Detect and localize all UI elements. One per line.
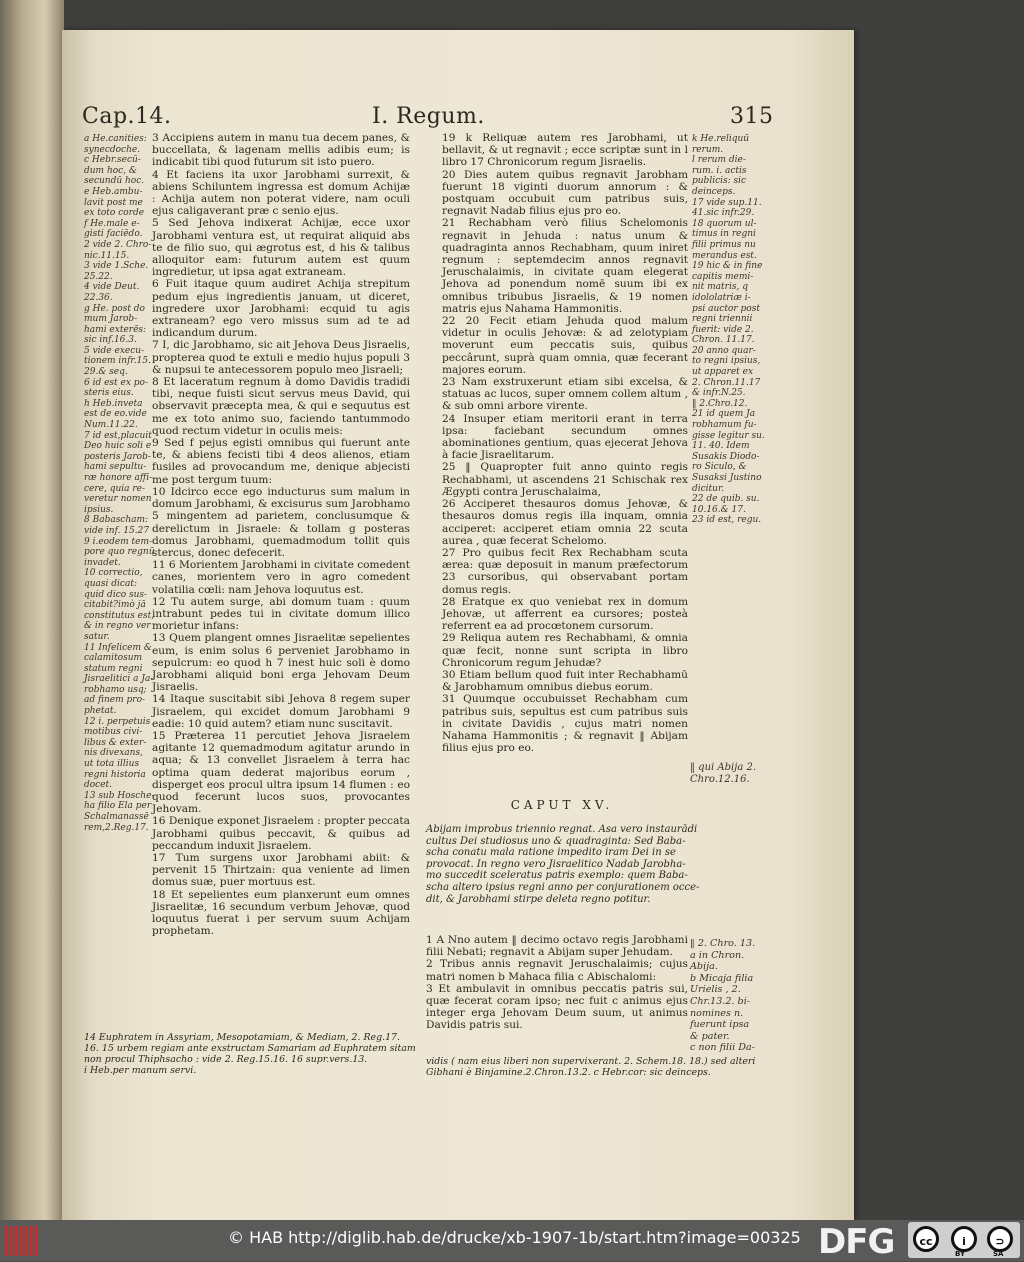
margin-note-line: e Heb.ambu-: [84, 186, 143, 197]
chapter-heading: CAPUT XV.: [510, 798, 614, 812]
sa-label: SA: [993, 1250, 1004, 1258]
margin-note-line: Urielis , 2.: [690, 984, 741, 996]
header-book-title: I. Regum.: [372, 104, 485, 129]
margin-note-line: idololatriæ i-: [692, 292, 751, 303]
verse: 1 A Nno autem ‖ decimo octavo regis Jarobhami filii Nebati; regnavit a Abijam super Jehudam.: [426, 934, 688, 959]
margin-note-line: 5 vide execu-: [84, 345, 145, 356]
chronicles-reference: ‖ qui Abija 2. Chro.12.16.: [690, 762, 757, 785]
verse: 31 Quumque occubuisset Rechabham cum patribus suis, sepultus est cum patribus suis in civitate Davidis , cujus matri nomen Nahama Hammonitis ; & regnavit ‖ Abijam filius ejus pro eo.: [442, 693, 688, 755]
margin-note-line: & infr.N.25.: [692, 388, 746, 399]
margin-note-line: to regni ipsius,: [692, 356, 761, 367]
margin-note-line: veretur nomen: [84, 494, 152, 505]
margin-note-line: est de eo.vide: [84, 409, 147, 420]
margin-note-line: constitutus est,: [84, 610, 155, 621]
margin-note-line: lavit post me: [84, 197, 143, 208]
note-line: i Heb.per manum servi.: [84, 1065, 197, 1076]
margin-note-line: 4 vide Deut.: [84, 282, 140, 293]
text-column-left: [152, 132, 410, 937]
margin-note-line: 29.& seq.: [84, 367, 128, 378]
margin-note-line: & in regno ver: [84, 621, 151, 632]
margin-note-line: nic.11.15.: [84, 250, 130, 261]
note-line: Gibhani è Binjamine.2.Chron.13.2. c Hebr.cor: sic deinceps.: [426, 1067, 711, 1078]
note-line: non procul Thiphsacho : vide 2. Reg.15.16. 16 supr.vers.13.: [84, 1054, 368, 1065]
verse: 21 Rechabham verò filius Schelomonis regnavit in Jehuda : natus unum & quadraginta annos Rechabham, quum iniret regnum : septemdecim annos regnavit Jeruschalaimis, in civitate quam elegerat Jehova ad ponendum nomē suum ibi ex omnibus tribubus Jisraelis, & 19 nomen matris ejus Nahama Hammonitis.: [442, 217, 688, 315]
summary-line: dit, & Jarobhami stirpe deleta regno potitur.: [426, 893, 651, 905]
margin-note-line: 22 de quib. su.: [692, 494, 760, 505]
margin-note-line: vide inf. 15.27: [84, 525, 150, 536]
margin-note-line: 9 i.eodem tem-: [84, 536, 153, 547]
by-label: BY: [955, 1250, 966, 1258]
margin-note-line: mum Jarob-: [84, 314, 138, 325]
margin-note-line: fuerunt ipsa: [690, 1019, 750, 1031]
verse: 13 Quem plangent omnes Jisraelitæ sepelientes eum, is enim solus 6 perveniet Jarobhamo in sepulcrum: eo quod h 7 inest huic soli è domo Jarobhami aliquid boni erga Jehovam Deum Jisraelis.: [152, 632, 410, 694]
margin-note-line: satur.: [84, 631, 110, 642]
margin-note-line: motibus civi-: [84, 727, 143, 738]
facing-page-edge: [0, 0, 64, 1220]
verse: 26 Acciperet thesauros domus Jehovæ, & thesauros domus regis illa inquam, omnia acciperet: acciperet etiam omnia 22 scuta aurea , quæ fecerat Schelomo.: [442, 498, 688, 547]
summary-line: scha altero ipsius regni anno per conjurationem occe-: [426, 881, 700, 893]
margin-note-line: l rerum die-: [692, 155, 746, 166]
margin-note-line: regni triennii: [692, 314, 753, 325]
margin-note-line: timus in regni: [692, 229, 756, 240]
copyright-link[interactable]: © HAB http://diglib.hab.de/drucke/xb-1907-1b/start.htm?image=00325: [228, 1228, 801, 1247]
chapter-summary: [426, 824, 700, 905]
margin-note-line: 21 id quem Ja: [692, 409, 756, 420]
cc-license-badge[interactable]: [908, 1222, 1020, 1258]
margin-note-line: 8 Babascham:: [84, 515, 149, 526]
margin-note-line: statum regni: [84, 663, 143, 674]
summary-line: mo succedit sceleratus patris exemplo: quem Baba-: [426, 870, 688, 882]
summary-line: provocat. In regno vero Jisraelitico Nadab Jarobha-: [426, 858, 686, 870]
margin-note-line: hami exterēs:: [84, 324, 147, 335]
verse: 27 Pro quibus fecit Rex Rechabham scuta ærea: quæ deposuit in manum præfectorum 23 cursoribus, qui observabant portam domus regis.: [442, 546, 688, 596]
margin-note-line: ro Siculo, &: [692, 462, 747, 473]
note-line: 14 Euphratem in Assyriam, Mesopotamiam, & Mediam, 2. Reg.17.: [84, 1032, 400, 1043]
verse: 10 Idcirco ecce ego inducturus sum malum in domum Jarobhami, & excisurus sum Jarobhamo 5 mingentem ad parietem, conclusumque & derelictum in Jisraele: & tollam g posteras domus Jarobhami, quemadmodum tollit quis stercus, donec defecerit.: [152, 485, 410, 559]
margin-note-line: citabit?imò jā: [84, 600, 146, 611]
bottom-notes: [84, 1032, 414, 1076]
verse: 11 6 Morientem Jarobhami in civitate comedent canes, morientem vero in agro comedent volatilia cœli: nam Jehova loquutus est.: [152, 559, 410, 596]
verse: 6 Fuit itaque quum audiret Achija strepitum pedum ejus ingredientis januam, ut diceret, ingredere uxor Jarobhami: ecquid tu agis extraneam? ego vero missus sum ad te ad indicandum durum.: [152, 278, 410, 340]
margin-note-line: 13 sub Hosche-: [84, 790, 155, 801]
margin-note-line: regni historia: [84, 769, 146, 780]
cc-icon: cc: [913, 1226, 939, 1252]
margin-note-line: dicitur.: [692, 483, 725, 494]
verse: 30 Etiam bellum quod fuit inter Rechabhamū & Jarobhamum omnibus diebus eorum.: [442, 668, 688, 694]
verse: 4 Et faciens ita uxor Jarobhami surrexit, & abiens Schiluntem ingressa est domum Achijæ : Achija autem non poterat videre, nam oculi ejus caligaverant præ c senio ejus.: [152, 168, 410, 218]
margin-note-line: g He. post do: [84, 303, 145, 314]
margin-note-line: Susakis Diodo-: [692, 451, 760, 462]
margin-note-line: ex toto corde: [84, 208, 145, 219]
margin-note-line: 6 id est ex po-: [84, 377, 148, 388]
margin-note-line: synecdoche.: [84, 144, 141, 155]
margin-note-line: ‖ 2.Chro.12.: [692, 398, 748, 409]
book-page: [62, 30, 854, 1220]
chapter-verses: [426, 934, 688, 1032]
margin-note-line: 11 Infelicem &: [84, 642, 152, 653]
margin-note-line: hami sepultu-: [84, 462, 147, 473]
margin-note-line: phetat.: [84, 706, 117, 717]
margin-note-line: psi auctor post: [692, 303, 760, 314]
note-line: vidis ( nam eius liberi non supervixerant. 2. Schem.18. 18.) sed alteri: [426, 1056, 756, 1067]
hab-logo-icon: [5, 1226, 39, 1256]
margin-note-line: steris eius.: [84, 388, 134, 399]
margin-note-line: 2. Chron.11.17: [692, 377, 761, 388]
margin-note-line: Abija.: [690, 961, 718, 973]
left-margin-notes: [84, 134, 155, 833]
margin-note-line: ‖ 2. Chro. 13.: [690, 938, 756, 949]
note-line: 16. 15 urbem regiam ante exstructam Samariam ad Euphratem sitam: [84, 1043, 416, 1054]
margin-note-line: 3 vide 1.Sche.: [84, 261, 149, 272]
margin-note-line: nit matris, q: [692, 282, 748, 293]
verse: 14 Itaque suscitabit sibi Jehova 8 regem super Jisraelem, qui excidet domum Jarobhami 9 eadie: 10 quid autem? etiam nunc suscitavit.: [152, 693, 410, 730]
margin-note-line: publicis: sic: [692, 176, 747, 187]
margin-note-line: 22.36.: [84, 292, 113, 303]
margin-note-line: libus & exter-: [84, 737, 147, 748]
margin-note-line: f He.male e-: [84, 218, 140, 229]
margin-note-line: ut tota illius: [84, 759, 140, 770]
margin-note-line: 18 quorum ul-: [692, 218, 757, 229]
margin-note-line: 41.sic infr.29.: [692, 208, 755, 219]
margin-note-line: 2 vide 2. Chro-: [84, 239, 152, 250]
margin-note-line: nomines n.: [690, 1007, 744, 1019]
margin-note-line: c Hebr.secū-: [84, 155, 141, 166]
margin-note-line: 11. 40. Idem: [692, 441, 750, 452]
margin-note-line: c non filii Da-: [690, 1042, 755, 1054]
margin-note-line: & pater.: [690, 1030, 730, 1042]
summary-line: cultus Dei studiosus uno & quadraginta: Sed Baba-: [426, 835, 686, 847]
margin-note-line: Susaksi Justino: [692, 473, 762, 483]
margin-note-line: rerum.: [692, 144, 724, 155]
margin-note-line: nis divexans,: [84, 748, 143, 759]
margin-note-line: pore quo regnū: [84, 547, 155, 558]
margin-note-line: rem,2.Reg.17.: [84, 822, 149, 833]
dfg-logo: DFG: [818, 1222, 895, 1262]
margin-note-line: k He.reliquū: [692, 134, 750, 144]
verse: 12 Tu autem surge, abi domum tuam : quum intrabunt pedes tui in civitate domum illico morietur infans:: [152, 595, 410, 633]
margin-note-line: 25.22.: [84, 271, 113, 282]
margin-note-line: 10.16.& 17.: [692, 504, 746, 515]
verse: 3 Et ambulavit in omnibus peccatis patris sui, quæ fecerat coram ipso; nec fuit c animus ejus integer erga Jehovam Deum suum, ut animus Davidis patris sui.: [426, 982, 688, 1032]
verse: 16 Denique exponet Jisraelem : propter peccata Jarobhami quibus peccavit, & quibus ad peccandum induxit Jisraelem.: [152, 815, 410, 852]
summary-line: Abijam improbus triennio regnat. Asa vero instaurādi: [426, 824, 698, 835]
margin-note-line: posteris Jarob-: [84, 451, 151, 462]
verse: 9 Sed f pejus egisti omnibus qui fuerunt ante te, & abiens fecisti tibi 4 deos alienos, etiam fusiles ad provocandum me, denique abjecisti me post tergum tuum:: [152, 437, 410, 486]
margin-note-line: rum. i. actis: [692, 165, 747, 176]
verse: 22 20 Fecit etiam Jehuda quod malum videtur in oculis Jehovæ: & ad zelotypiam moverunt eum peccatis suis, quibus peccârunt, suprà quam omnia, quæ fecerant majores eorum.: [442, 315, 688, 376]
by-icon: i: [951, 1226, 977, 1252]
margin-note-line: Num.11.22.: [84, 420, 138, 431]
margin-note-line: robhamum fu-: [692, 420, 757, 431]
margin-note-line: ad finem pro-: [84, 695, 146, 706]
verse: 28 Eratque ex quo veniebat rex in domum Jehovæ, ut afferrent ea cursores; posteà referrent ea ad procœtonem cursorum.: [442, 595, 688, 633]
verse: 5 Sed Jehova indixerat Achijæ, ecce uxor Jarobhami ventura est, ut requirat aliquid abs te de filio suo, qui ægrotus est, d his & talibus alloquitor eam: futurum autem est quum ingredietur, ut ipsa agat extraneam.: [152, 217, 410, 279]
margin-note-line: deinceps.: [692, 186, 736, 197]
verse: 3 Accipiens autem in manu tua decem panes, & buccellata, & lagenam mellis adibis eum; is indicabit tibi quod futurum sit isto puero.: [152, 132, 410, 169]
sa-icon: ⊃: [987, 1226, 1013, 1252]
margin-note-line: a in Chron.: [690, 949, 745, 961]
margin-note-line: robhamo usq;: [84, 684, 147, 695]
margin-note-line: h Heb.inveta: [84, 398, 143, 409]
margin-note-line: docet.: [84, 780, 113, 791]
margin-note-line: a He.canities:: [84, 134, 147, 144]
margin-note-line: Chr.13.2. bi-: [690, 995, 751, 1007]
margin-note-line: dum hoc, &: [84, 165, 137, 176]
verse: 18 Et sepelientes eum planxerunt eum omnes Jisraelitæ, 16 secundum verbum Jehovæ, quod loquutus fuerat i per servum suum Achijam prophetam.: [152, 888, 410, 938]
margin-note-line: b Micaja filia: [690, 972, 754, 984]
verse: 25 ‖ Quapropter fuit anno quinto regis Rechabhami, ut ascendens 21 Schischak rex Ægypti contra Jeruschalaima,: [442, 461, 688, 498]
chapter-margin-notes: [690, 938, 770, 1054]
margin-note-line: quasi dicat:: [84, 578, 137, 589]
summary-line: scha conatu mala ratione impedito iram Dei in se: [426, 847, 676, 859]
verse: 24 Insuper etiam meritorii erant in terra ipsa: faciebant secundum omnes abominationes gentium, quas ejecerat Jehova à facie Jisraelitarum.: [442, 412, 688, 462]
margin-note-line: ha filio Ela per: [84, 801, 152, 812]
verse: 8 Et laceratum regnum à domo Davidis tradidi tibi, neque fuisti sicut servus meus David, qui observavit præcepta mea, & qui e sequutus est me ex toto animo suo, faciendo tantummodo quod rectum videtur in oculis meis:: [152, 376, 410, 437]
margin-note-line: filii primus nu: [692, 239, 756, 250]
margin-note-line: 17 vide sup.11.: [692, 197, 762, 208]
verse: 19 k Reliquæ autem res Jarobhami, ut bellavit, & ut regnavit ; ecce scriptæ sunt in l libro 17 Chronicorum regum Jisraelis.: [442, 132, 688, 169]
header-chapter: Cap.14.: [82, 104, 172, 129]
margin-note-line: 12 i. perpetuis: [84, 716, 151, 727]
verse: 7 I, dic Jarobhamo, sic ait Jehova Deus Jisraelis, propterea quod te extuli e medio hujus populi 3 & nupsui te antecessorem populo meo Jisraeli;: [152, 339, 410, 376]
verse: 20 Dies autem quibus regnavit Jarobham fuerunt 18 viginti duorum annorum : & postquam occubuit cum patribus suis, regnavit Nadab filius ejus pro eo.: [442, 168, 688, 218]
margin-note-line: tionem infr.15.: [84, 356, 151, 367]
margin-note-line: Schalmanassē: [84, 812, 149, 822]
margin-note-line: sic inf.16.3.: [84, 335, 137, 346]
margin-note-line: Jisraelitici a Ja-: [84, 674, 154, 685]
margin-note-line: calamitosum: [84, 653, 143, 664]
margin-note-line: Chron. 11.17.: [692, 335, 755, 346]
margin-note-line: 7 id est,placuit: [84, 430, 152, 441]
margin-note-line: gisse legitur su.: [692, 430, 765, 441]
margin-note-line: invadet.: [84, 557, 121, 568]
right-margin-notes: [692, 134, 772, 526]
text-column-right: [442, 132, 688, 754]
margin-note-line: Deo huic soli e: [84, 441, 152, 452]
header-page-number: 315: [730, 104, 774, 129]
verse: 15 Præterea 11 percutiet Jehova Jisraelem agitante 12 quemadmodum agitatur arundo in aqua; & 13 convellet Jisraelem à terra hac optima quam dederat majoribus eorum , disperget eos procul ultra ipsum 14 flumen : eo quod fecerunt lucos suos, provocantes Jehovam.: [152, 729, 410, 816]
margin-note-line: capitis memi-: [692, 271, 754, 282]
margin-note-line: fuerit: vide 2.: [692, 324, 754, 335]
margin-note-line: gisti faciēdo.: [84, 229, 143, 240]
verse: 29 Reliqua autem res Rechabhami, & omnia quæ fecit, nonne sunt scripta in libro Chronicorum regum Jehudæ?: [442, 632, 688, 669]
verse: 17 Tum surgens uxor Jarobhami abiit: & pervenit 15 Thirtzain: qua veniente ad limen domus suæ, puer mortuus est.: [152, 851, 410, 889]
margin-note-line: cere, quia re-: [84, 483, 146, 494]
margin-note-line: quid dico sus-: [84, 589, 148, 600]
verse: 23 Nam exstruxerunt etiam sibi excelsa, & statuas ac lucos, super omnem collem altum , & sub omni arbore virente.: [442, 376, 688, 413]
margin-note-line: 10 correctio,: [84, 568, 143, 579]
margin-note-line: ut apparet ex: [692, 367, 754, 378]
margin-note-line: 19 hic & in fine: [692, 261, 763, 272]
margin-note-line: merandus est.: [692, 250, 757, 261]
margin-note-line: secundū hoc.: [84, 176, 145, 187]
verse: 2 Tribus annis regnavit Jeruschalaimis; cujus matri nomen b Mahaca filia c Abischalomi:: [426, 958, 688, 983]
margin-note-line: ipsius.: [84, 504, 114, 515]
margin-note-line: 20 anno quar-: [692, 345, 756, 356]
margin-note-line: 23 id est, regu.: [692, 515, 762, 526]
chapter-foot-notes: [426, 1056, 786, 1078]
margin-note-line: ræ honore affi-: [84, 473, 153, 483]
